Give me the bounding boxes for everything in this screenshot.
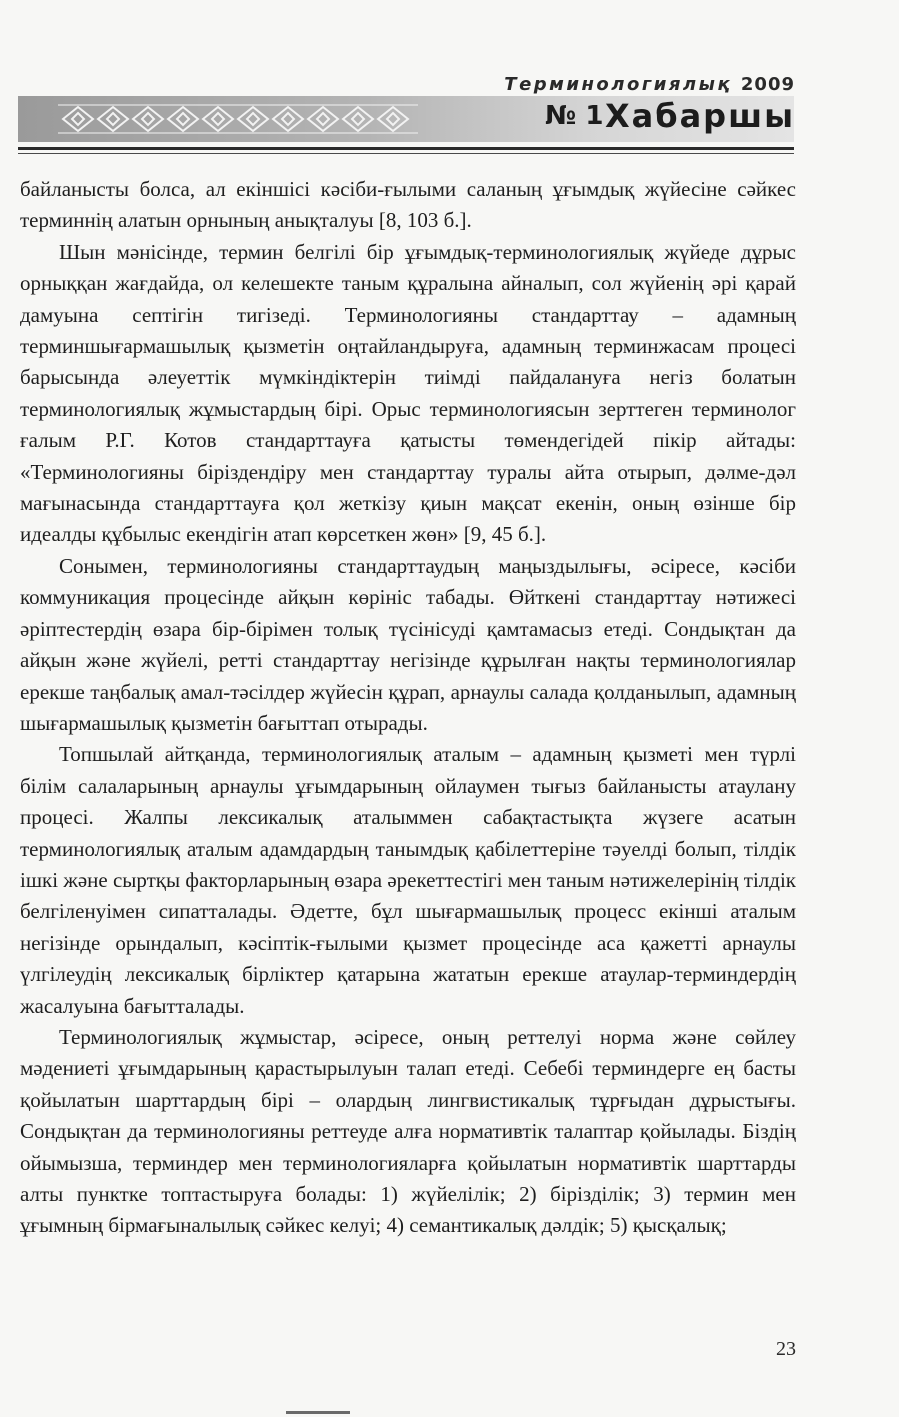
article-body (20, 174, 796, 1242)
scan-mark (286, 1411, 350, 1414)
kazakh-ornament-icon (58, 102, 418, 136)
series-title (504, 74, 795, 95)
issue-number: № 1 (545, 101, 604, 131)
journal-name: Хабаршы (604, 97, 795, 135)
header-rule-thick (18, 147, 794, 150)
paragraph: Топшылай айтқанда, терминологиялық аталым – адамның қызметі мен түрлі білім салаларының арнаулы ұғымдарының ойлаумен тығыз байланысты атаулану процесі. Жалпы лексикалық аталыммен сабақтастықта жүзеге асатын терминологиялық аталым адамдардың танымдық қабілеттеріне тәуелді болып, тілдік ішкі және сыртқы факторларының өзара әрекеттестігі мен таным нәтижелерінің тілдік белгіленуімен сипатталады. Әдетте, бұл шығармашылық процесс екінші аталым негізінде орындалып, кәсіптік-ғылыми қызмет процесінде аса қажетті арнаулы үлгілеудің лексикалық бірліктер қатарына жататын ерекше атаулар-терминдердің жасалуына бағытталады. (20, 742, 796, 1018)
series-title-text: Терминологиялық (504, 74, 733, 95)
paragraph: Терминологиялық жұмыстар, әсіресе, оның реттелуі норма және сөйлеу мәдениеті ұғымдарының қарастырылуын талап етеді. Себебі терминдерге ең басты қойылатын шарттардың бірі – олардың лингвистикалық тұрғыдан дұрыстығы. Сондықтан да терминологияны реттеуде алға нормативтік талаптар қойылады. Біздің ойымызша, терминдер мен терминологияларға қойылатын нормативтік шарттарды алты пунктке топтастыруға болады: 1) жүйелілік; 2) біріздiлік; 3) термин мен ұғымның бірмағыналылық сәйкес келуі; 4) семантикалық дәлдік; 5) қысқалық; (20, 1024, 796, 1238)
page-number: 23 (776, 1338, 796, 1360)
header-rule-thin (18, 153, 794, 154)
paragraph: Шын мәнісінде, термин белгілі бір ұғымдық-терминологиялық жүйеде дұрыс орныққан жағдайда, ол келешекте таным құралына айналып, сол жүйенің әрі қарай дамуына септігін тигізеді. Терминологияны стандарттау – адамның терминшығармашылық қызметін оңтайландыруға, адамның терминжасам процесі барысында әлеуеттік мүмкіндіктерін тиімді пайдалануға негіз болатын терминологиялық жұмыстардың бірі. Орыс терминологиясын зерттеген терминолог ғалым Р.Г. Котов стандарттауға қатысты төмендегідей пікір айтады: «Терминологияны біріздендіру мен стандарттау туралы айта отырып, дәлме-дәл мағынасында стандарттауға қол жеткізу қиын мақсат екенін, оның өзінше бір идеалды құбылыс екендігін атап көрсеткен жөн» [9, 45 б.]. (20, 239, 796, 547)
paragraph: байланысты болса, ал екіншісі кәсіби-ғылыми саланың ұғымдық жүйесіне сәйкес терминнің алатын орнының анықталуы [8, 103 б.]. (20, 177, 796, 233)
year: 2009 (740, 74, 795, 95)
paragraph: Сонымен, терминологияны стандарттаудың маңыздылығы, әсіресе, кәсіби коммуникация процесінде айқын көрініс табады. Өйткені стандарттау нәтижесі әріптестердің өзара бір-бірімен толық түсінісуді қамтамасыз етеді. Сондықтан да айқын және жүйелі, ретті стандарттау негізінде құрылған нақты терминологиялар ерекше таңбалық амал-тәсілдер жүйесін құрап, арнаулы салада қолданылып, адамның шығармашылық қызметін бағыттап отырады. (20, 553, 796, 735)
